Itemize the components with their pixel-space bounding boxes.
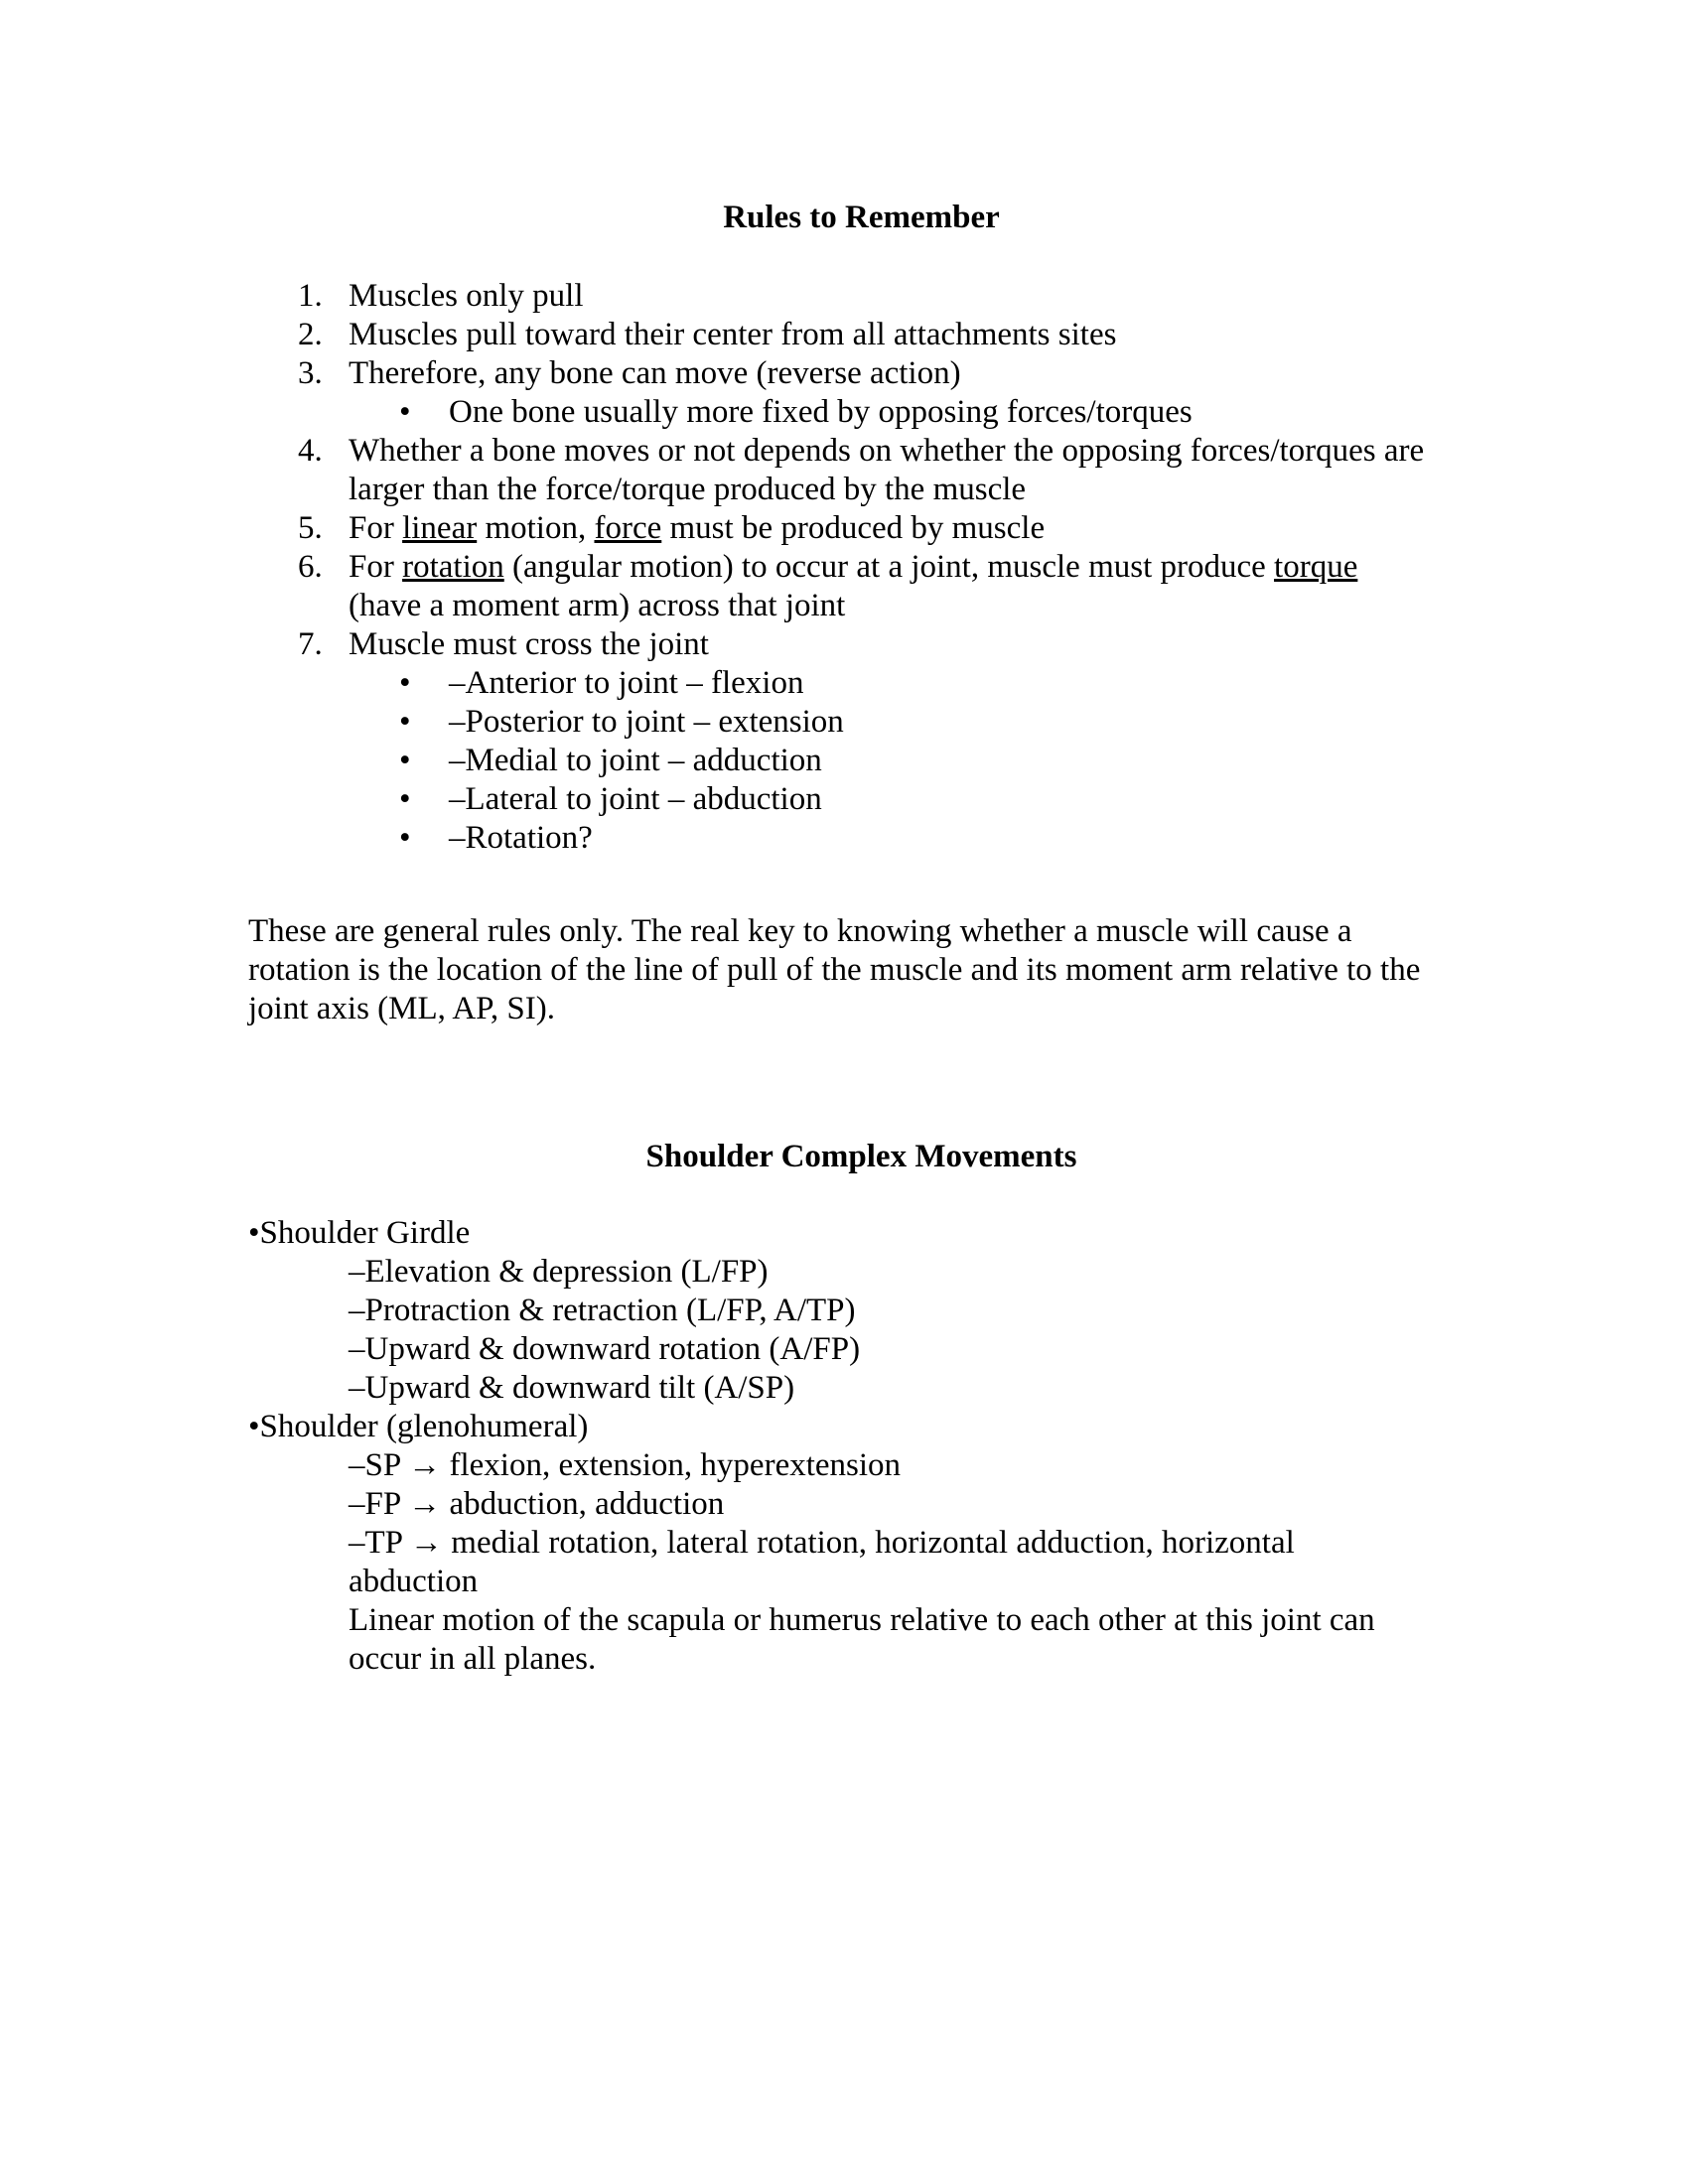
list-number: 1. — [298, 278, 323, 314]
rule-item-3-sub-bullet — [248, 393, 1475, 432]
rule-text-line: Whether a bone moves or not depends on whether the opposing forces/torques are — [349, 433, 1425, 469]
glenohumeral-header: •Shoulder (glenohumeral) — [248, 1409, 589, 1444]
bullet-marker: • — [399, 665, 411, 701]
underlined-term: force — [594, 510, 662, 546]
rule-text-line: larger than the force/torque produced by the muscle — [349, 472, 1027, 507]
rule-item-7-sub-bullet — [248, 780, 1475, 819]
bullet-marker: • — [399, 781, 411, 817]
rule-text: Therefore, any bone can move (reverse action) — [349, 355, 961, 391]
rule-item-5 — [248, 509, 1475, 548]
rule-item-7-sub-bullet — [248, 664, 1475, 703]
movement-line: –Protraction & retraction (L/FP, A/TP) — [349, 1293, 856, 1328]
rule-item-7-sub-bullet — [248, 742, 1475, 780]
rule-item-7-sub-bullet — [248, 703, 1475, 742]
bullet-marker: • — [399, 743, 411, 778]
movement-line: –TP → medial rotation, lateral rotation, horizontal adduction, horizontal — [349, 1525, 1295, 1561]
list-number: 7. — [298, 626, 323, 662]
movement-line: abduction — [349, 1564, 479, 1599]
rule-sub-text: –Lateral to joint – abduction — [449, 781, 822, 817]
rule-text: Muscles pull toward their center from all attachments sites — [349, 317, 1117, 352]
rule-text — [349, 509, 1475, 548]
note-line: rotation is the location of the line of pull of the muscle and its moment arm relative to the — [248, 952, 1421, 988]
rule-text-line: (have a moment arm) across that joint — [349, 588, 846, 623]
rule-sub-text: –Anterior to joint – flexion — [449, 665, 804, 701]
list-number: 3. — [298, 355, 323, 391]
rule-item-4 — [248, 432, 1475, 509]
rule-text: Muscles only pull — [349, 278, 584, 314]
bullet-marker: • — [399, 820, 411, 856]
text-segment: motion, — [477, 510, 595, 546]
text-segment: For — [349, 549, 403, 585]
rule-item-7 — [248, 625, 1475, 664]
underlined-term: torque — [1274, 549, 1358, 585]
list-number: 2. — [298, 317, 323, 352]
underlined-term: rotation — [402, 549, 504, 585]
text-segment: must be produced by muscle — [661, 510, 1046, 546]
movement-line: Linear motion of the scapula or humerus relative to each other at this joint can — [349, 1602, 1375, 1638]
rule-sub-text: One bone usually more fixed by opposing forces/torques — [449, 394, 1193, 430]
text-segment: (angular motion) to occur at a joint, muscle must produce — [503, 549, 1275, 585]
rule-text: Muscle must cross the joint — [349, 626, 709, 662]
list-number: 4. — [298, 433, 323, 469]
text-segment: For — [349, 510, 403, 546]
rule-sub-text: –Rotation? — [449, 820, 593, 856]
rule-item-3 — [248, 354, 1475, 393]
movement-line: –FP → abduction, adduction — [349, 1486, 725, 1522]
movement-line: occur in all planes. — [349, 1641, 597, 1677]
rule-text-line — [349, 548, 1475, 587]
underlined-term: linear — [402, 510, 478, 546]
note-line: These are general rules only. The real key to knowing whether a muscle will cause a — [248, 913, 1352, 949]
movement-line: –Upward & downward rotation (A/FP) — [349, 1331, 861, 1367]
rule-item-6 — [248, 548, 1475, 625]
general-rules-note — [248, 912, 1475, 1028]
section-title-rules: Rules to Remember — [723, 200, 1000, 235]
bullet-marker: • — [399, 704, 411, 740]
rule-sub-text: –Posterior to joint – extension — [449, 704, 844, 740]
movement-line: –Upward & downward tilt (A/SP) — [349, 1370, 795, 1406]
list-number: 5. — [298, 510, 323, 546]
list-number: 6. — [298, 549, 323, 585]
rule-item-7-sub-bullet — [248, 819, 1475, 858]
rule-sub-text: –Medial to joint – adduction — [449, 743, 822, 778]
section-title-shoulder: Shoulder Complex Movements — [645, 1139, 1077, 1174]
rule-item-2 — [248, 316, 1475, 354]
bullet-marker: • — [399, 394, 411, 430]
note-line: joint axis (ML, AP, SI). — [248, 991, 555, 1026]
shoulder-girdle-header: •Shoulder Girdle — [248, 1215, 471, 1251]
movement-line: –Elevation & depression (L/FP) — [349, 1254, 769, 1290]
rule-item-1 — [248, 277, 1475, 316]
movement-line: –SP → flexion, extension, hyperextension — [349, 1447, 902, 1483]
